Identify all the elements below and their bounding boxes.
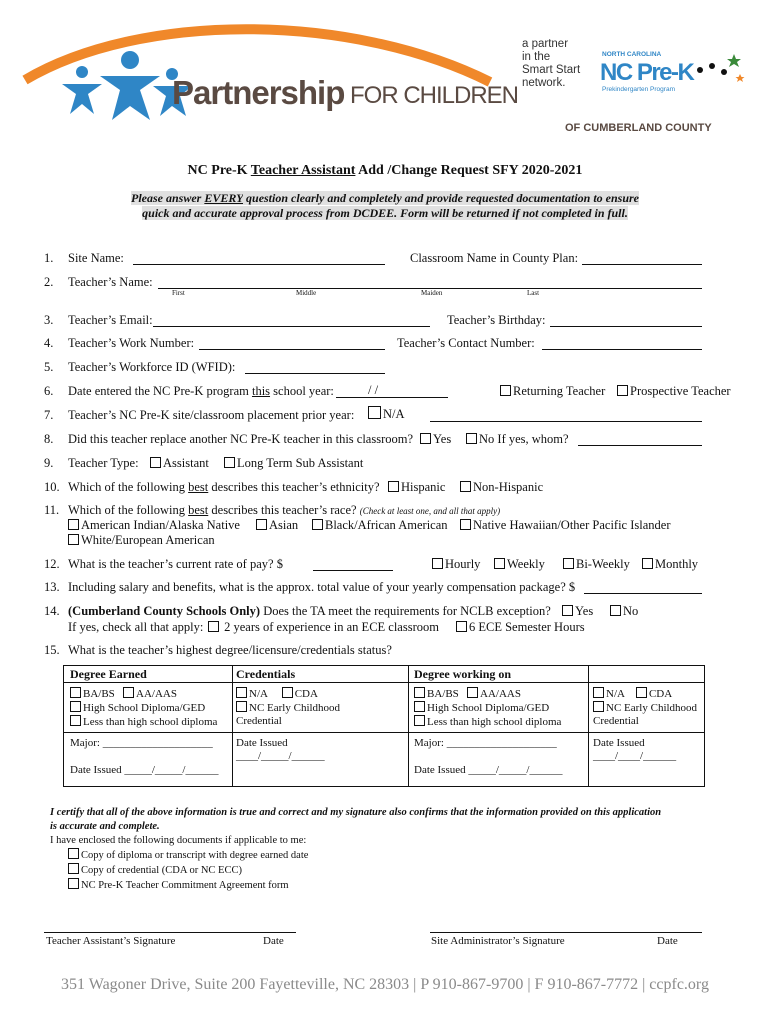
checkbox[interactable]	[460, 481, 471, 492]
prospective-teacher-option[interactable]	[617, 384, 731, 399]
credential-label: Credential	[236, 715, 282, 727]
checkbox[interactable]	[500, 385, 511, 396]
credentials-options-2	[593, 687, 697, 728]
cda-label: CDA	[294, 688, 318, 700]
checkbox[interactable]	[617, 385, 628, 396]
aa-label: AA/AAS	[136, 688, 177, 700]
q3-number: 3.	[44, 313, 54, 327]
biweekly-label: Bi-Weekly	[576, 557, 630, 571]
ba-option[interactable]	[414, 688, 459, 700]
admin-signature-line[interactable]	[430, 932, 702, 933]
monthly-option[interactable]	[642, 557, 698, 572]
q14-no-option[interactable]	[610, 604, 638, 619]
credential-label: Credential	[593, 715, 639, 727]
less-hs-option[interactable]	[70, 715, 217, 729]
q8-no-option[interactable]	[466, 432, 569, 447]
checkbox[interactable]	[68, 878, 79, 889]
checkbox[interactable]	[494, 558, 505, 569]
returning-teacher-option[interactable]	[500, 384, 605, 399]
date-entered-field[interactable]	[336, 397, 448, 398]
partner-line: in the	[522, 51, 551, 63]
race-label: White/European American	[81, 533, 215, 547]
credentials-options	[236, 687, 340, 728]
non-hispanic-option[interactable]	[460, 480, 543, 495]
doc-diploma-option[interactable]	[50, 848, 661, 863]
assistant-option[interactable]	[150, 456, 209, 471]
hs-label: High School Diploma/GED	[83, 702, 206, 714]
q11-best: best	[188, 503, 209, 517]
checkbox[interactable]	[282, 687, 293, 698]
q11-pre: Which of the following	[68, 503, 189, 517]
q14-yes-option[interactable]	[562, 604, 593, 619]
ncprek-logo	[598, 46, 748, 98]
partnership-logo	[20, 22, 519, 132]
checkbox[interactable]	[150, 457, 161, 468]
instructions-every: EVERY	[204, 191, 244, 205]
header-degree-working-on: Degree working on	[414, 667, 512, 681]
prior-placement-field[interactable]	[430, 421, 702, 422]
q6-label	[68, 384, 334, 399]
enclosed-label: I have enclosed the following documents if applicable to me:	[50, 835, 307, 846]
ncprek-main: NC Pre-K	[600, 59, 694, 86]
partner-line: Smart Start	[522, 64, 581, 76]
monthly-label: Monthly	[655, 557, 699, 571]
q3-label: Teacher’s Email:	[68, 313, 153, 327]
ta-signature-line[interactable]	[44, 932, 296, 933]
compensation-field[interactable]	[584, 593, 702, 594]
ece-experience-label: 2 years of experience in an ECE classroom	[224, 620, 439, 634]
q14-number: 14.	[44, 604, 60, 618]
checkbox[interactable]	[68, 534, 79, 545]
rate-of-pay-field[interactable]	[313, 570, 393, 571]
ta-date-label: Date	[263, 935, 284, 947]
q7-na-option[interactable]	[368, 406, 405, 422]
admin-signature-label: Site Administrator’s Signature	[431, 935, 565, 947]
checkbox[interactable]	[466, 433, 477, 444]
checkbox[interactable]	[70, 701, 81, 712]
ba-label: BA/BS	[83, 688, 115, 700]
credential-date-blank: ____/____/______	[593, 750, 677, 762]
na-option[interactable]	[593, 688, 625, 700]
na-label: N/A	[249, 688, 268, 700]
q15-label: What is the teacher’s highest degree/licensure/credentials status?	[68, 643, 392, 657]
checkbox[interactable]	[388, 481, 399, 492]
q6-pre: Date entered the NC Pre-K program	[68, 384, 252, 398]
checkbox[interactable]	[123, 687, 134, 698]
ece-hours-label: 6 ECE Semester Hours	[469, 620, 585, 634]
q14-yes-label: Yes	[575, 604, 594, 618]
weekly-option[interactable]	[494, 557, 545, 572]
name-maiden-label: Maiden	[421, 289, 443, 297]
q15-number: 15.	[44, 643, 60, 657]
q11-number: 11.	[44, 503, 60, 517]
q11-label	[68, 503, 500, 518]
q10-number: 10.	[44, 480, 60, 494]
q7-label: Teacher’s NC Pre-K site/classroom placement prior year:	[68, 408, 355, 422]
doc-credential-option[interactable]	[50, 863, 661, 878]
q14-text: Does the TA meet the requirements for NCLB exception?	[260, 604, 551, 618]
aa-option[interactable]	[123, 688, 177, 700]
ece-experience-option[interactable]	[208, 620, 439, 635]
race-label: Black/African American	[325, 518, 448, 532]
checkbox[interactable]	[70, 687, 81, 698]
q7-number: 7.	[44, 408, 54, 422]
ece-hours-option[interactable]	[456, 620, 585, 635]
credential-date-label: Date Issued	[593, 737, 645, 749]
checkbox[interactable]	[68, 519, 79, 530]
date-separators: / /	[368, 383, 379, 397]
checkbox[interactable]	[642, 558, 653, 569]
race-label: American Indian/Alaska Native	[81, 518, 240, 532]
q14-no-label: No	[623, 604, 639, 618]
teacher-birthday-field[interactable]	[550, 326, 702, 327]
checkbox[interactable]	[68, 848, 79, 859]
q10-label	[68, 480, 380, 495]
hispanic-option[interactable]	[388, 480, 445, 495]
cda-option[interactable]	[636, 688, 672, 700]
race-asian-option[interactable]	[256, 518, 298, 533]
children-stars-icon	[688, 48, 748, 88]
sub-assistant-option[interactable]	[224, 456, 363, 471]
checkbox[interactable]	[610, 605, 621, 616]
credential-date-issued-2[interactable]	[593, 737, 676, 763]
checkbox[interactable]	[593, 701, 604, 712]
checkbox[interactable]	[368, 406, 381, 419]
doc-credential-label: Copy of credential (CDA or NC ECC)	[81, 865, 242, 876]
q14-bold: (Cumberland County Schools Only)	[68, 604, 261, 618]
table-divider	[232, 666, 233, 786]
q1-number: 1.	[44, 251, 54, 265]
certify-line1: I certify that all of the above information is true and correct and my signature also confirms that the information provided on this application	[50, 807, 662, 818]
checkbox[interactable]	[456, 621, 467, 632]
footer-address: 351 Wagoner Drive, Suite 200 Fayetteville, NC 28303 | P 910-867-9700 | F 910-867-7772 | ccpfc.org	[61, 976, 709, 993]
logo-text-light: FOR CHILDREN	[350, 82, 519, 109]
certification	[50, 806, 661, 893]
checkbox[interactable]	[563, 558, 574, 569]
assistant-label: Assistant	[163, 456, 209, 470]
partner-line: a partner	[522, 38, 569, 50]
instructions-line2: quick and accurate approval process from DCDEE. Form will be returned if not completed in full.	[142, 206, 628, 220]
name-middle-label: Middle	[296, 289, 317, 297]
hourly-label: Hourly	[445, 557, 481, 571]
partner-line: network.	[522, 77, 566, 89]
checkbox[interactable]	[432, 558, 443, 569]
q9-number: 9.	[44, 456, 54, 470]
q14b-label: If yes, check all that apply:	[68, 620, 204, 634]
checkbox[interactable]	[467, 687, 478, 698]
ba-label: BA/BS	[427, 688, 459, 700]
admin-date-label: Date	[657, 935, 678, 947]
header-credentials: Credentials	[236, 667, 296, 681]
doc-commitment-label: NC Pre-K Teacher Commitment Agreement form	[81, 880, 289, 891]
work-number-field[interactable]	[199, 349, 385, 350]
race-black-option[interactable]	[312, 518, 448, 533]
checkbox[interactable]	[414, 701, 425, 712]
credential-date-label: Date Issued	[236, 737, 288, 749]
checkbox[interactable]	[593, 687, 604, 698]
checkbox[interactable]	[236, 687, 247, 698]
certify-line2: is accurate and complete.	[50, 821, 160, 832]
q11-note: (Check at least one, and all that apply)	[359, 506, 501, 516]
q8-yes-label: Yes	[433, 432, 452, 446]
checkbox[interactable]	[70, 715, 81, 726]
nc-early-label: NC Early Childhood	[249, 702, 341, 714]
ncprek-top: NORTH CAROLINA	[602, 51, 662, 58]
checkbox[interactable]	[420, 433, 431, 444]
logo-subtitle: OF CUMBERLAND COUNTY	[565, 122, 712, 134]
checkbox[interactable]	[636, 687, 647, 698]
q10-pre: Which of the following	[68, 480, 189, 494]
credential-date-blank: ____/_____/______	[236, 750, 325, 762]
table-divider	[408, 666, 409, 786]
race-hawaiian-option[interactable]	[460, 518, 671, 533]
name-last-label: Last	[527, 289, 540, 297]
classroom-name-field[interactable]	[582, 264, 702, 265]
hs-option[interactable]	[70, 701, 217, 715]
less-hs-label: Less than high school diploma	[427, 716, 562, 728]
q8-yes-option[interactable]	[420, 432, 451, 447]
instructions	[0, 191, 770, 221]
q8-no-label: No If yes, whom?	[479, 432, 569, 446]
q6-post: school year:	[270, 384, 334, 398]
q11-post: describes this teacher’s race?	[208, 503, 357, 517]
cda-option[interactable]	[282, 688, 318, 700]
aa-label: AA/AAS	[480, 688, 521, 700]
q8-label: Did this teacher replace another NC Pre-K teacher in this classroom?	[68, 432, 414, 446]
checkbox[interactable]	[236, 701, 247, 712]
q5-label: Teacher’s Workforce ID (WFID):	[68, 360, 236, 374]
q4-number: 4.	[44, 336, 54, 350]
cda-label: CDA	[648, 688, 673, 700]
q12-label: What is the teacher’s current rate of pay? $	[68, 557, 283, 571]
credentials-table	[63, 665, 705, 787]
date-issued-field[interactable]: Date Issued _____/_____/______	[70, 764, 219, 776]
q8-number: 8.	[44, 432, 54, 446]
q4b-label: Teacher’s Contact Number:	[397, 336, 535, 350]
race-label: Native Hawaiian/Other Pacific Islander	[473, 518, 671, 532]
major-field-2[interactable]: Major: ____________________	[414, 737, 557, 749]
q2-label: Teacher’s Name:	[68, 275, 153, 289]
q1-label: Site Name:	[68, 251, 124, 265]
q13-label: Including salary and benefits, what is the approx. total value of your yearly compensation package? $	[68, 580, 576, 594]
checkbox[interactable]	[256, 519, 267, 530]
nc-early-option[interactable]	[236, 701, 340, 715]
checkbox[interactable]	[460, 519, 471, 530]
q13-number: 13.	[44, 580, 60, 594]
q6-this: this	[251, 384, 271, 398]
na-option[interactable]	[236, 688, 268, 700]
q3b-label: Teacher’s Birthday:	[447, 313, 546, 327]
ta-signature-label: Teacher Assistant’s Signature	[46, 935, 176, 947]
checkbox[interactable]	[68, 863, 79, 874]
contact-number-field[interactable]	[542, 349, 702, 350]
table-header-divider	[64, 682, 704, 683]
q7-na-label: N/A	[383, 407, 405, 421]
checkbox[interactable]	[312, 519, 323, 530]
race-american-indian-option[interactable]	[68, 518, 240, 533]
race-label: Asian	[269, 518, 299, 532]
ba-option[interactable]	[70, 688, 115, 700]
table-divider	[588, 666, 589, 786]
form-title	[0, 163, 770, 179]
checkbox[interactable]	[224, 457, 235, 468]
title-post: Add /Change Request SFY 2020-2021	[355, 163, 583, 178]
q5-number: 5.	[44, 360, 54, 374]
wfid-field[interactable]	[245, 373, 385, 374]
q1b-label: Classroom Name in County Plan:	[410, 251, 579, 265]
degree-working-options	[414, 687, 561, 729]
teacher-email-field[interactable]	[153, 326, 430, 327]
non-hispanic-label: Non-Hispanic	[473, 480, 544, 494]
smart-start-partner	[522, 38, 580, 90]
hourly-option[interactable]	[432, 557, 480, 572]
less-hs-option[interactable]	[414, 715, 561, 729]
table-row-divider	[64, 732, 704, 733]
major-field[interactable]: Major: ____________________	[70, 737, 213, 749]
biweekly-option[interactable]	[563, 557, 630, 572]
doc-diploma-label: Copy of diploma or transcript with degree earned date	[81, 850, 309, 861]
q10-best: best	[188, 480, 209, 494]
q4-label: Teacher’s Work Number:	[68, 336, 195, 350]
replaced-whom-field[interactable]	[578, 445, 702, 446]
na-label: N/A	[606, 688, 625, 700]
credential-date-issued[interactable]	[236, 737, 325, 763]
instructions-pre: Please answer	[130, 191, 205, 205]
doc-commitment-option[interactable]	[50, 878, 661, 893]
q9-label: Teacher Type:	[68, 456, 139, 470]
title-underlined: Teacher Assistant	[250, 163, 356, 178]
logo-text-bold: Partnership	[172, 74, 345, 111]
less-hs-label: Less than high school diploma	[83, 716, 218, 728]
date-issued-field-2[interactable]: Date Issued _____/_____/______	[414, 764, 563, 776]
degree-earned-options	[70, 687, 217, 729]
nc-early-label: NC Early Childhood	[606, 702, 698, 714]
checkbox[interactable]	[562, 605, 573, 616]
ncprek-sub: Prekindergarten Program	[602, 86, 675, 93]
weekly-label: Weekly	[507, 557, 545, 571]
aa-option[interactable]	[467, 688, 521, 700]
instructions-post: question clearly and completely and provide requested documentation to ensure	[243, 191, 639, 205]
hs-option[interactable]	[414, 701, 561, 715]
q14-label	[68, 604, 551, 619]
checkbox[interactable]	[414, 715, 425, 726]
race-white-option[interactable]	[68, 533, 215, 548]
q12-number: 12.	[44, 557, 60, 571]
nc-early-option[interactable]	[593, 701, 697, 715]
site-name-field[interactable]	[133, 264, 385, 265]
returning-teacher-label: Returning Teacher	[513, 384, 606, 398]
q10-post: describes this teacher’s ethnicity?	[208, 480, 380, 494]
q6-number: 6.	[44, 384, 54, 398]
q2-number: 2.	[44, 275, 54, 289]
hispanic-label: Hispanic	[401, 480, 446, 494]
hs-label: High School Diploma/GED	[427, 702, 550, 714]
prospective-teacher-label: Prospective Teacher	[630, 384, 731, 398]
title-pre: NC Pre-K	[187, 163, 251, 178]
checkbox[interactable]	[208, 621, 219, 632]
sub-assistant-label: Long Term Sub Assistant	[237, 456, 364, 470]
name-first-label: First	[172, 289, 185, 297]
checkbox[interactable]	[414, 687, 425, 698]
header-degree-earned: Degree Earned	[70, 667, 147, 681]
